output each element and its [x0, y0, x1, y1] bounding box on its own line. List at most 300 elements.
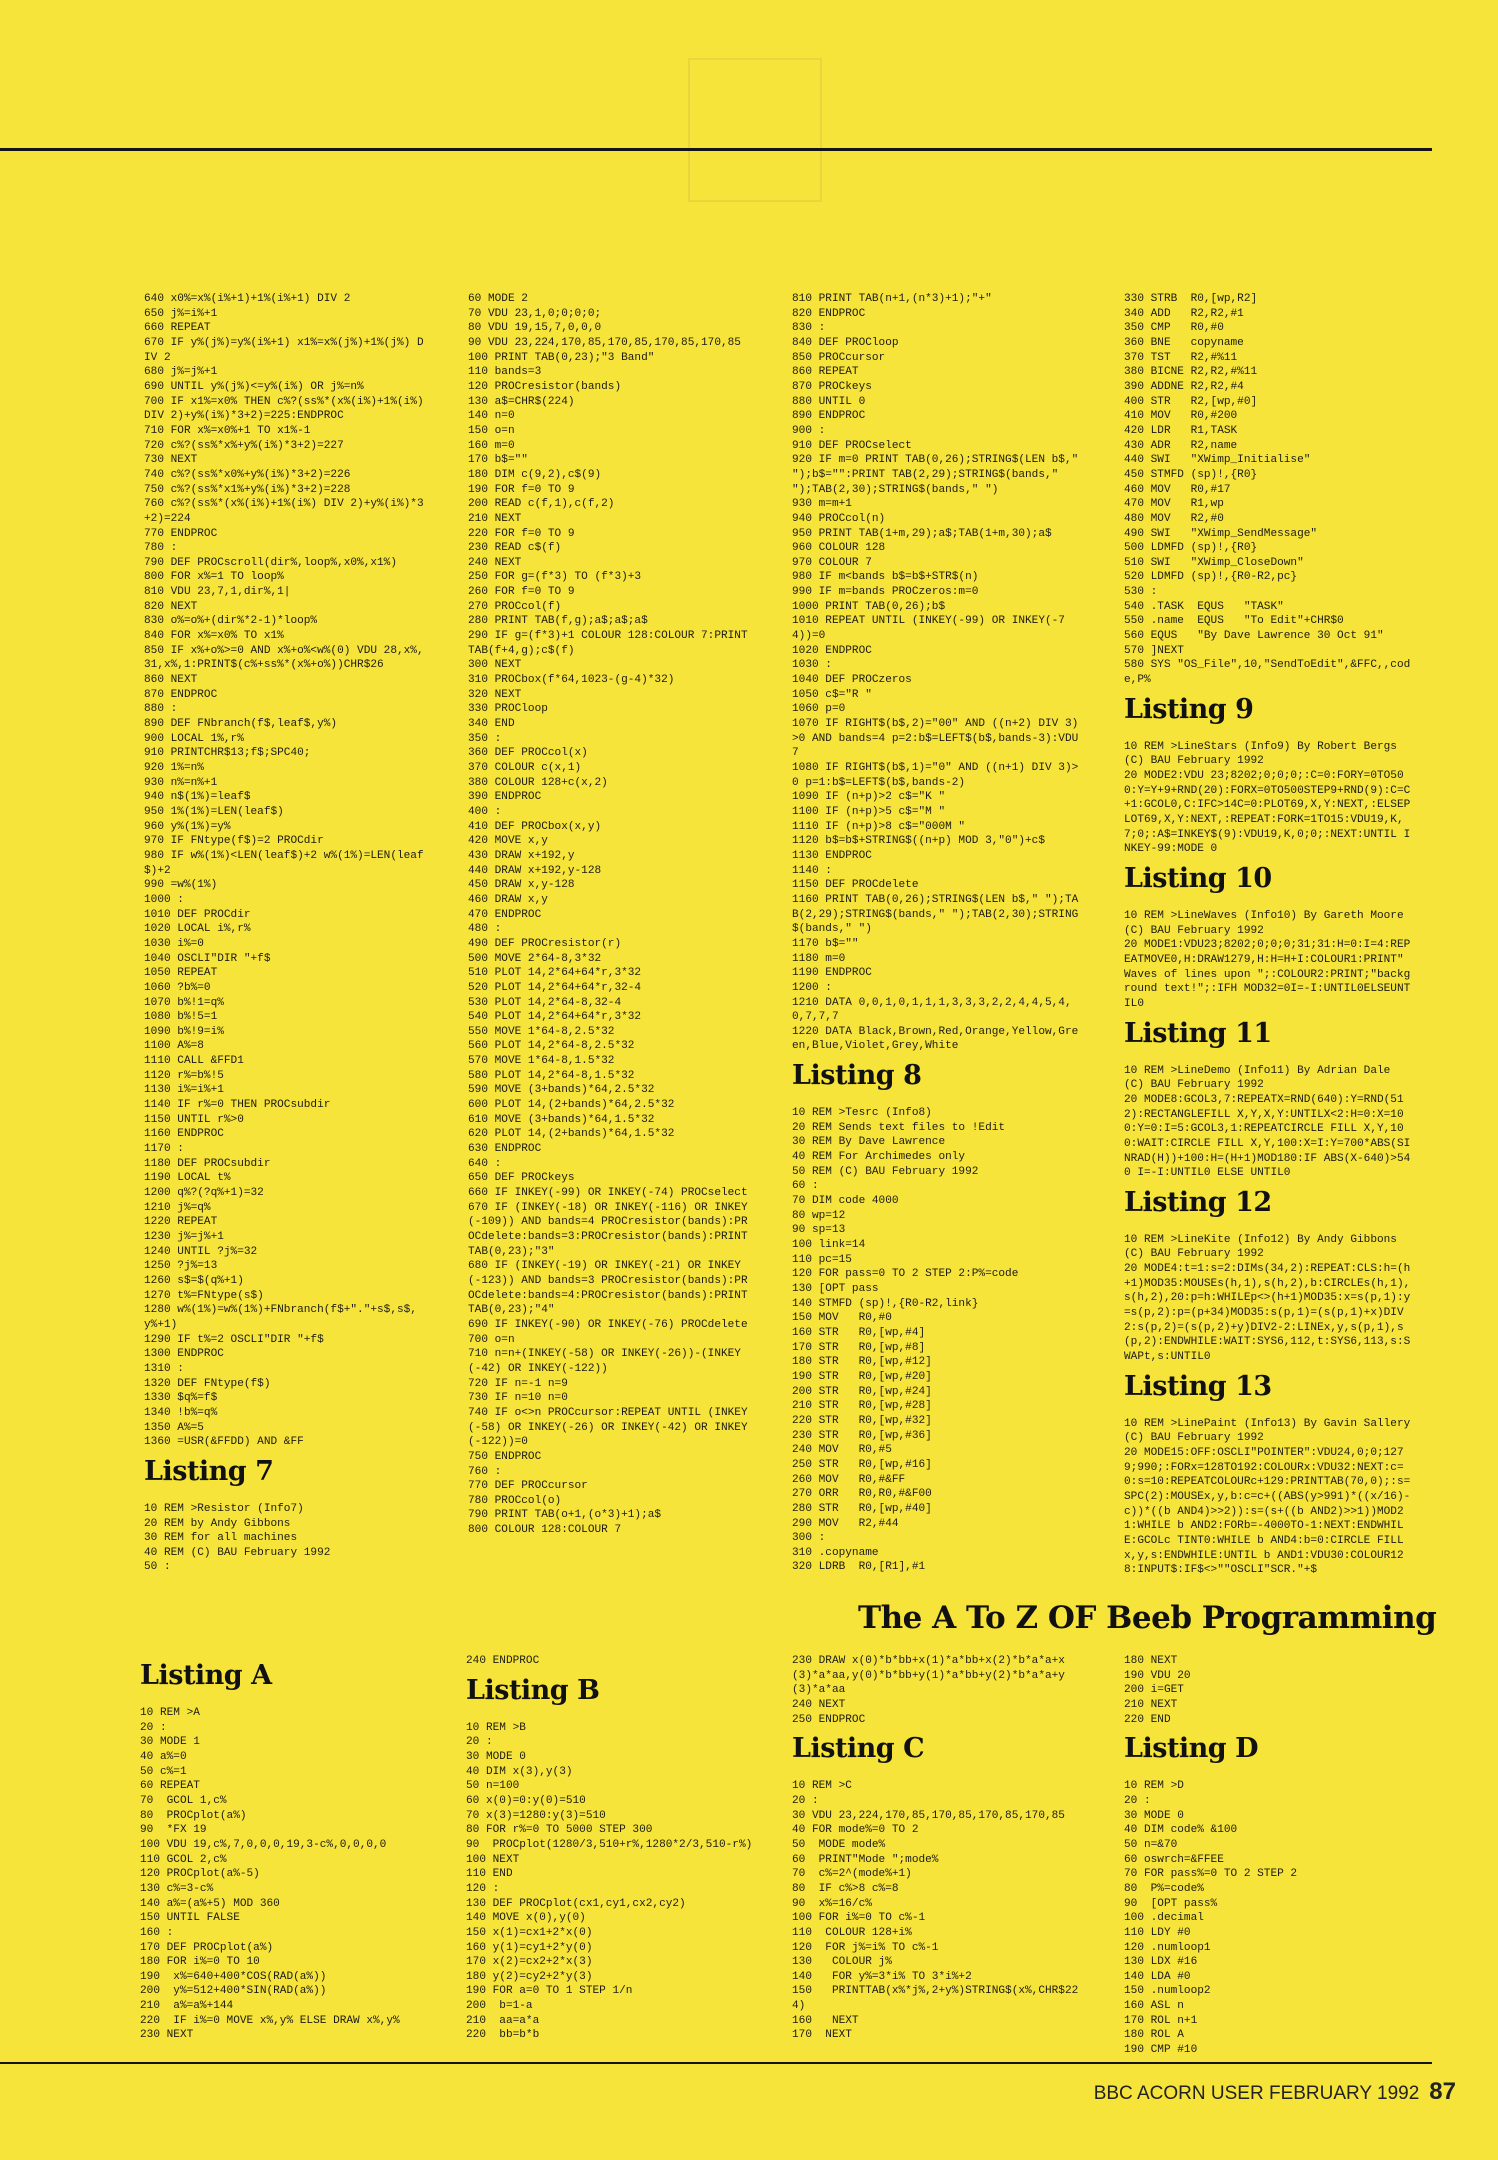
code-line: 290 MOV R2,#44 [792, 1517, 899, 1530]
code-line: 1070 b%!1=q% [144, 996, 224, 1009]
code-line: 410 MOV R0,#200 [1124, 410, 1238, 423]
code-line: 880 UNTIL 0 [792, 395, 866, 408]
code-line: 1020 LOCAL i%,r% [144, 923, 251, 936]
code-line: 1300 ENDPROC [144, 1348, 224, 1361]
code-line: 1150 UNTIL r%>0 [144, 1113, 244, 1126]
code-line: 120 .numloop1 [1124, 1941, 1211, 1954]
code-line: 340 ADD R2,R2,#1 [1124, 307, 1244, 320]
code-line: 1230 j%=j%+1 [144, 1231, 224, 1243]
code-line: 1100 A%=8 [144, 1040, 204, 1053]
code-line: 850 IF x%+o%>=0 AND x%+o%<w%(0) VDU 28,x%,31,x%,1:PRINT$(c%+ss%*(x%+o%))CHR$26 [144, 644, 424, 672]
code-line: 590 MOVE (3+bands)*64,2.5*32 [468, 1084, 655, 1097]
code-line: 300 NEXT [468, 659, 522, 672]
code-line: 1240 UNTIL ?j%=32 [144, 1245, 258, 1258]
code-line: 20 MODE1:VDU23;8202;0;0;0;31;31:H=0:I=4:REPEATMOVE0,H:DRAW1279,H:H=H+I:COLOUR1:PRINT" Waves of lines upon ";:COLOUR2:PRINT;"background text!";:IFH MOD32=0I=-I:UNTIL0ELSEUNTIL0 [1124, 939, 1417, 1010]
code-line: 760 c%?(ss%*(x%(i%)+1%(i%) DIV 2)+y%(i%)*3+2)=224 [144, 498, 424, 525]
footer-magazine: BBC ACORN USER FEBRUARY 1992 [1093, 2083, 1420, 2104]
code-line: 190 CMP #10 [1124, 2044, 1198, 2057]
code-line: 510 SWI "XWimp_CloseDown" [1124, 556, 1304, 569]
code-line: 1060 p=0 [792, 703, 846, 716]
code-line: 490 DEF PROCresistor(r) [468, 937, 622, 950]
code-line: 610 MOVE (3+bands)*64,1.5*32 [468, 1113, 655, 1126]
code-line: 860 REPEAT [792, 366, 859, 379]
code-line: 1180 m=0 [792, 952, 846, 965]
code-line: 110 GCOL 2,c% [140, 1853, 227, 1866]
code-line: 20 MODE4:t=1:s=2:DIMs(34,2):REPEAT:CLS:h=(h+1)MOD35:MOUSEs(h,1),s(h,2),b:CIRCLEs(h,1),s(h,2),20:p=h:WHILEp<>(h+1)MOD35:x=s(p,1):y=s(p,2):p=(p+34)MOD35:s(p,1)=(s(p,1)+x)DIV2:s(p,2)=(s(p,2)+y)DIV2-2:LINEx,y,s(p,1),s(p,2):ENDWHILE:WAIT:SYS6,112,t:SYS6,113,s:SWAPt,s:UNTIL0 [1124, 1263, 1411, 1364]
code-line: 150 .numloop2 [1124, 1985, 1211, 1998]
code-line: 430 DRAW x+192,y [468, 849, 575, 862]
code-line: 450 STMFD (sp)!,{R0} [1124, 468, 1258, 481]
code-line: 580 SYS "OS_File",10,"SendToEdit",&FFC,,code,P% [1124, 659, 1411, 687]
code-line: 150 x(1)=cx1+2*x(0) [466, 1926, 593, 1939]
code-line: 290 IF g=(f*3)+1 COLOUR 128:COLOUR 7:PRINT TAB(f+4,g);c$(f) [468, 630, 755, 657]
code-line: 100 FOR i%=0 TO c%-1 [792, 1912, 926, 1925]
code-line: 790 PRINT TAB(o+1,(o*3)+1);a$ [468, 1509, 662, 1522]
code-line: 530 : [1124, 586, 1158, 599]
code-line: 990 IF m=bands PROCzeros:m=0 [792, 586, 979, 599]
code-line: 640 : [468, 1157, 502, 1170]
code-line: 40 DIM code% &100 [1124, 1824, 1238, 1837]
code-line: 710 FOR x%=x0%+1 TO x1%-1 [144, 424, 311, 437]
code-line: 160 : [140, 1926, 174, 1939]
listing-heading: Listing B [466, 1674, 600, 1706]
listing-heading: Listing 13 [1124, 1370, 1272, 1402]
code-line: 20 REM Sends text files to !Edit [792, 1121, 1006, 1134]
code-line: 170 STR R0,[wp,#8] [792, 1341, 926, 1354]
code-line: 40 a%=0 [140, 1750, 187, 1763]
code-line: 1010 REPEAT UNTIL (INKEY(-99) OR INKEY(-74))=0 [792, 615, 1065, 643]
code-line: 230 READ c$(f) [468, 542, 562, 555]
code-line: 140 FOR y%=3*i% TO 3*i%+2 [792, 1970, 972, 1983]
code-line: 360 DEF PROCcol(x) [468, 747, 588, 760]
code-line: 10 REM >C [792, 1780, 852, 1793]
code-line: 770 ENDPROC [144, 527, 218, 540]
code-line: 540 .TASK EQUS "TASK" [1124, 600, 1284, 613]
code-line: 660 REPEAT [144, 322, 211, 335]
code-line: 1040 DEF PROCzeros [792, 674, 912, 687]
code-line: 110 bands=3 [468, 366, 542, 379]
code-line: 310 .copyname [792, 1546, 879, 1559]
code-line: 1160 ENDPROC [144, 1128, 224, 1141]
code-line: 160 ASL n [1124, 2000, 1184, 2013]
code-line: 280 PRINT TAB(f,g);a$;a$;a$ [468, 615, 648, 628]
code-line: 560 EQUS "By Dave Lawrence 30 Oct 91" [1124, 630, 1384, 643]
code-line: 830 o%=o%+(dir%*2-1)*loop% [144, 615, 318, 628]
code-line: 1000 : [144, 893, 184, 906]
code-line: 810 PRINT TAB(n+1,(n*3)+1);"+" [792, 293, 992, 305]
code-line: 10 REM >D [1124, 1780, 1184, 1793]
code-line: 50 n=100 [466, 1780, 520, 1793]
code-line: 10 REM >B [466, 1721, 526, 1734]
code-line: 80 PROCplot(a%) [140, 1809, 247, 1822]
code-line: 1090 IF (n+p)>2 c$="K " [792, 791, 946, 804]
code-line: 270 ORR R0,R0,#&F00 [792, 1488, 932, 1501]
code-line: 250 STR R0,[wp,#16] [792, 1458, 932, 1471]
code-line: 1110 CALL &FFD1 [144, 1055, 244, 1068]
code-line: 210 NEXT [1124, 1698, 1178, 1711]
code-line: 30 MODE 0 [466, 1750, 526, 1763]
code-line: 1180 DEF PROCsubdir [144, 1157, 271, 1170]
code-line: 840 FOR x%=x0% TO x1% [144, 630, 284, 643]
code-line: 580 PLOT 14,2*64-8,1.5*32 [468, 1069, 635, 1082]
code-line: 20 MODE15:OFF:OSCLI"POINTER":VDU24,0;0;1279;990;:FORx=128TO192:COLOURx:VDU32:NEXT:c=0:s=10:REPEATCOLOURc+129:PRINTTAB(70,0);:s=SPC(2):MOUSEx,y,b:c=c+((ABS(y>991)*((x/16)-c))*((b AND4)>>2)):s=(s+((b AND2)>>1))MOD21:WHILE b AND2:FORb=-4000TO-1:NEXT:ENDWHILE:GCOLc TINT0:WHILE b AND4:b=0:CIRCLE FILLx,y,s:ENDWHILE:UNTIL b AND1:VDU30:COLOUR128:INPUT$:IF$<>""OSCLI"SCR."+$ [1124, 1447, 1411, 1577]
code-line: 1250 ?j%=13 [144, 1260, 218, 1273]
code-line: 970 COLOUR 7 [792, 556, 872, 569]
code-line: 950 1%(1%)=LEN(leaf$) [144, 805, 284, 818]
code-line: 220 IF i%=0 MOVE x%,y% ELSE DRAW x%,y% [140, 2014, 400, 2027]
code-line: 330 PROCloop [468, 703, 548, 716]
code-line: 960 y%(1%)=y% [144, 820, 231, 833]
code-line: 440 SWI "XWimp_Initialise" [1124, 454, 1311, 467]
code-line: 220 bb=b*b [466, 2029, 540, 2042]
code-line: 1170 : [144, 1143, 184, 1156]
code-line: 520 PLOT 14,2*64+64*r,32-4 [468, 981, 642, 994]
code-line: 80 IF c%>8 c%=8 [792, 1882, 899, 1895]
code-line: 180 y(2)=cy2+2*y(3) [466, 1970, 593, 1983]
code-line: 420 MOVE x,y [468, 835, 548, 848]
code-line: 650 j%=i%+1 [144, 307, 218, 320]
code-line: 670 IF (INKEY(-18) OR INKEY(-116) OR INKEY(-109)) AND bands=4 PROCresistor(bands):PROCdelete:bands=3:PROCresistor(bands):PRINT TAB(0,23);"3" [468, 1201, 755, 1258]
code-line: 1010 DEF PROCdir [144, 908, 251, 921]
code-line: 1050 REPEAT [144, 967, 218, 980]
code-line: 120 FOR j%=i% TO c%-1 [792, 1941, 939, 1954]
code-line: 240 ENDPROC [466, 1655, 540, 1667]
code-line: 480 : [468, 923, 502, 936]
column-top-4 [1124, 292, 1417, 1578]
code-line: 200 y%=512+400*SIN(RAD(a%)) [140, 1985, 327, 1998]
code-line: 990 =w%(1%) [144, 879, 218, 892]
code-line: 1170 b$="" [792, 937, 859, 950]
code-line: 840 DEF PROCloop [792, 336, 899, 349]
code-line: 140 LDA #0 [1124, 1970, 1191, 1983]
code-line: 120 FOR pass=0 TO 2 STEP 2:P%=code [792, 1268, 1019, 1281]
code-line: 1050 c$="R " [792, 688, 872, 701]
code-line: 540 PLOT 14,2*64+64*r,3*32 [468, 1011, 642, 1024]
code-line: 470 ENDPROC [468, 908, 542, 921]
code-line: 40 DIM x(3),y(3) [466, 1765, 573, 1778]
code-line: 1260 s$=$(q%+1) [144, 1274, 244, 1287]
column-bottom-4 [1124, 1654, 1414, 2058]
code-line: 1040 OSCLI"DIR "+f$ [144, 952, 271, 965]
code-line: 70 x(3)=1280:y(3)=510 [466, 1809, 606, 1822]
code-line: 870 PROCkeys [792, 380, 872, 393]
code-line: 650 DEF PROCkeys [468, 1172, 575, 1185]
code-line: 180 DIM c(9,2),c$(9) [468, 468, 602, 481]
code-line: 1130 ENDPROC [792, 849, 872, 862]
listing-heading: Listing 7 [144, 1455, 274, 1487]
bottom-rule [0, 2062, 1432, 2064]
code-line: 980 IF w%(1%)<LEN(leaf$)+2 w%(1%)=LEN(leaf$)+2 [144, 849, 424, 877]
listing-heading: Listing D [1124, 1733, 1258, 1765]
code-line: 230 NEXT [140, 2029, 194, 2042]
code-line: 90 VDU 23,224,170,85,170,85,170,85,170,85 [468, 336, 741, 349]
code-line: 50 n=&70 [1124, 1838, 1178, 1851]
code-line: 890 DEF FNbranch(f$,leaf$,y%) [144, 718, 338, 731]
code-line: 460 MOV R0,#17 [1124, 483, 1231, 496]
code-line: 40 FOR mode%=0 TO 2 [792, 1824, 919, 1837]
code-line: 30 REM By Dave Lawrence [792, 1136, 946, 1149]
code-line: 410 DEF PROCbox(x,y) [468, 820, 602, 833]
code-line: 700 IF x1%=x0% THEN c%?(ss%*(x%(i%)+1%(i%) DIV 2)+y%(i%)*3+2)=225:ENDPROC [144, 395, 431, 423]
code-line: 100 PRINT TAB(0,23);"3 Band" [468, 351, 655, 364]
code-line: 1060 ?b%=0 [144, 981, 211, 994]
code-line: 380 COLOUR 128+c(x,2) [468, 776, 608, 789]
code-line: 1290 IF t%=2 OSCLI"DIR "+f$ [144, 1333, 324, 1346]
code-line: 130 c%=3-c% [140, 1882, 214, 1895]
code-line: 460 DRAW x,y [468, 893, 548, 906]
code-line: 310 PROCbox(f*64,1023-(g-4)*32) [468, 674, 675, 687]
code-line: 390 ADDNE R2,R2,#4 [1124, 380, 1244, 393]
code-line: 160 STR R0,[wp,#4] [792, 1326, 926, 1339]
code-line: 550 MOVE 1*64-8,2.5*32 [468, 1025, 615, 1038]
code-line: 20 REM by Andy Gibbons [144, 1517, 291, 1530]
code-line: 130 DEF PROCplot(cx1,cy1,cx2,cy2) [466, 1897, 686, 1910]
code-line: 270 PROCcol(f) [468, 600, 562, 613]
code-line: 820 ENDPROC [792, 307, 866, 320]
code-line: 280 STR R0,[wp,#40] [792, 1502, 932, 1515]
code-line: 1150 DEF PROCdelete [792, 879, 919, 892]
code-line: 380 BICNE R2,R2,#%11 [1124, 366, 1258, 379]
code-line: 820 NEXT [144, 600, 198, 613]
code-line: 1080 b%!5=1 [144, 1011, 218, 1024]
code-line: 150 PRINTTAB(x%*j%,2+y%)STRING$(x%,CHR$224) [792, 1985, 1079, 2013]
code-line: 1210 j%=q% [144, 1201, 211, 1214]
code-line: 240 NEXT [792, 1698, 846, 1711]
code-line: 1280 w%(1%)=w%(1%)+FNbranch(f$+"."+s$,s$,y%+1) [144, 1304, 417, 1331]
code-line: 1310 : [144, 1362, 184, 1375]
code-line: 190 VDU 20 [1124, 1669, 1191, 1682]
code-line: 190 FOR f=0 TO 9 [468, 483, 575, 496]
code-line: 830 : [792, 322, 826, 335]
code-line: 740 IF o<>n PROCcursor:REPEAT UNTIL (INKEY(-58) OR INKEY(-26) OR INKEY(-42) OR INKEY(-122))=0 [468, 1406, 748, 1449]
listing-heading: Listing C [792, 1733, 925, 1765]
code-line: 40 REM (C) BAU February 1992 [144, 1546, 331, 1559]
code-line: 490 SWI "XWimp_SendMessage" [1124, 527, 1318, 540]
code-line: 1100 IF (n+p)>5 c$="M " [792, 805, 946, 818]
code-line: 1120 b$=b$+STRING$((n+p) MOD 3,"0")+c$ [792, 835, 1045, 848]
code-line: 190 x%=640+400*COS(RAD(a%)) [140, 1970, 327, 1983]
code-line: 370 TST R2,#%11 [1124, 351, 1238, 364]
code-line: 250 ENDPROC [792, 1713, 866, 1726]
code-line: 900 LOCAL 1%,r% [144, 732, 244, 745]
code-line: 700 o=n [468, 1333, 515, 1346]
code-line: 250 FOR g=(f*3) TO (f*3)+3 [468, 571, 642, 584]
code-line: 50 REM (C) BAU February 1992 [792, 1165, 979, 1178]
code-line: 170 DEF PROCplot(a%) [140, 1941, 274, 1954]
code-line: 180 STR R0,[wp,#12] [792, 1356, 932, 1369]
code-line: 560 PLOT 14,2*64-8,2.5*32 [468, 1040, 635, 1053]
code-line: 200 READ c(f,1),c(f,2) [468, 498, 615, 511]
page-footer [1094, 2078, 1456, 2106]
code-line: 10 REM >Resistor (Info7) [144, 1502, 304, 1515]
code-line: 260 FOR f=0 TO 9 [468, 586, 575, 599]
code-line: 350 CMP R0,#0 [1124, 322, 1224, 335]
code-line: 320 NEXT [468, 688, 522, 701]
code-line: 230 DRAW x(0)*b*bb+x(1)*a*bb+x(2)*b*a*a+x(3)*a*aa,y(0)*b*bb+y(1)*a*bb+y(2)*b*a*a+y(3)*a*aa [792, 1655, 1065, 1697]
code-line: 220 END [1124, 1713, 1171, 1726]
code-line: 80 VDU 19,15,7,0,0,0 [468, 322, 602, 335]
code-line: 30 VDU 23,224,170,85,170,85,170,85,170,85 [792, 1809, 1065, 1822]
code-line: 1110 IF (n+p)>8 c$="000M " [792, 820, 966, 833]
code-line: 1190 ENDPROC [792, 967, 872, 980]
code-line: 1320 DEF FNtype(f$) [144, 1377, 271, 1390]
code-line: 230 STR R0,[wp,#36] [792, 1429, 932, 1442]
code-line: 50 MODE mode% [792, 1838, 886, 1851]
code-line: 130 LDX #16 [1124, 1956, 1198, 1969]
listing-heading: Listing 10 [1124, 862, 1272, 894]
code-line: 80 wp=12 [792, 1209, 846, 1222]
code-line: 10 REM >A [140, 1707, 200, 1719]
code-line: 690 IF INKEY(-90) OR INKEY(-76) PROCdelete [468, 1318, 748, 1331]
code-line: 1080 IF RIGHT$(b$,1)="0" AND ((n+1) DIV 3)>0 p=1:b$=LEFT$(b$,bands-2) [792, 762, 1079, 789]
code-line: 30 MODE 0 [1124, 1809, 1184, 1822]
code-line: 420 LDR R1,TASK [1124, 424, 1238, 437]
code-line: 20 : [1124, 1794, 1151, 1807]
code-line: 60 PRINT"Mode ";mode% [792, 1853, 939, 1866]
code-line: 730 NEXT [144, 454, 198, 467]
code-line: 800 FOR x%=1 TO loop% [144, 571, 284, 584]
code-line: 510 PLOT 14,2*64+64*r,3*32 [468, 967, 642, 980]
code-line: 170 b$="" [468, 454, 528, 467]
code-line: 950 PRINT TAB(1+m,29);a$;TAB(1+m,30);a$ [792, 527, 1052, 540]
code-line: 690 UNTIL y%(j%)<=y%(i%) OR j%=n% [144, 380, 364, 393]
code-line: 20 MODE8:GCOL3,7:REPEATX=RND(640):Y=RND(512):RECTANGLEFILL X,Y,X,Y:UNTILX<2:H=0:X=100:Y=0:I=5:GCOL3,1:REPEATCIRCLE FILL X,Y,100:WAIT:CIRCLE FILL X,Y,100:X=I:Y=700*ABS(SINRAD(H))+100:H=(H+1)MOD180:IF ABS(X-640)>540 I=-I:UNTIL0 ELSE UNTIL0 [1124, 1093, 1411, 1180]
code-line: 70 FOR pass%=0 TO 2 STEP 2 [1124, 1868, 1298, 1881]
background-image-ghost [688, 58, 822, 202]
code-line: 10 REM >LineKite (Info12) By Andy Gibbons (C) BAU February 1992 [1124, 1233, 1404, 1261]
code-line: 10 REM >LineWaves (Info10) By Gareth Moore (C) BAU February 1992 [1124, 909, 1411, 937]
code-line: 440 DRAW x+192,y-128 [468, 864, 602, 877]
code-line: 500 LDMFD (sp)!,{R0} [1124, 542, 1258, 555]
code-line: 470 MOV R1,wp [1124, 498, 1224, 511]
code-line: 680 IF (INKEY(-19) OR INKEY(-21) OR INKEY(-123)) AND bands=3 PROCresistor(bands):PROCdelete:bands=4:PROCresistor(bands):PRINT TAB(0,23);"4" [468, 1260, 755, 1317]
code-line: 750 ENDPROC [468, 1450, 542, 1463]
code-line: 930 n%=n%+1 [144, 776, 218, 789]
code-line: 1120 r%=b%!5 [144, 1069, 224, 1082]
code-line: 80 FOR r%=0 TO 5000 STEP 300 [466, 1824, 653, 1837]
code-line: 60 oswrch=&FFEE [1124, 1853, 1224, 1866]
code-line: 170 NEXT [792, 2029, 852, 2042]
code-line: 210 aa=a*a [466, 2014, 540, 2027]
code-line: 940 PROCcol(n) [792, 512, 886, 525]
code-line: 140 MOVE x(0),y(0) [466, 1912, 586, 1925]
code-line: 770 DEF PROCcursor [468, 1480, 588, 1493]
code-line: 160 y(1)=cy1+2*y(0) [466, 1941, 593, 1954]
code-line: 480 MOV R2,#0 [1124, 512, 1224, 525]
code-line: 890 ENDPROC [792, 410, 866, 423]
code-line: 50 c%=1 [140, 1765, 187, 1778]
code-line: 1210 DATA 0,0,1,0,1,1,1,3,3,3,2,2,4,4,5,4,0,7,7,7 [792, 996, 1072, 1024]
code-line: 330 STRB R0,[wp,R2] [1124, 293, 1258, 305]
code-line: 170 x(2)=cx2+2*x(3) [466, 1956, 593, 1969]
code-line: 60 x(0)=0:y(0)=510 [466, 1794, 586, 1807]
section-banner: The A To Z OF Beeb Programming [858, 1600, 1437, 1636]
code-line: 1000 PRINT TAB(0,26);b$ [792, 600, 946, 613]
code-line: 570 ]NEXT [1124, 644, 1184, 657]
code-line: 660 IF INKEY(-99) OR INKEY(-74) PROCselect [468, 1187, 748, 1200]
code-line: 20 MODE2:VDU 23;8202;0;0;0;:C=0:FORY=0TO500:Y=Y+9+RND(20):FORX=0TO500STEP9+RND(9):C=C+1:GCOL0,C:IFC>14C=0:PLOT69,X,Y:NEXT,:ELSEPLOT69,X,Y:NEXT,:REPEAT:FORK=1TO15:VDU19,K,7;0;:A$=INKEY$(9):VDU19,K,0;0;:NEXT:UNTIL INKEY-99:MODE 0 [1124, 770, 1411, 856]
code-line: 240 MOV R0,#5 [792, 1444, 892, 1457]
code-line: 570 MOVE 1*64-8,1.5*32 [468, 1055, 615, 1068]
code-line: 1020 ENDPROC [792, 644, 872, 657]
code-line: 110 pc=15 [792, 1253, 852, 1266]
code-line: 600 PLOT 14,(2+bands)*64,2.5*32 [468, 1099, 675, 1112]
code-line: 180 NEXT [1124, 1655, 1178, 1667]
code-line: 1130 i%=i%+1 [144, 1084, 224, 1097]
page-number: 87 [1429, 2078, 1456, 2105]
code-line: 70 c%=2^(mode%+1) [792, 1868, 912, 1881]
column-top-3 [792, 292, 1085, 1575]
code-line: 1200 q%?(?q%+1)=32 [144, 1187, 264, 1200]
code-line: 730 IF n=10 n=0 [468, 1392, 568, 1405]
code-line: 790 DEF PROCscroll(dir%,loop%,x0%,x1%) [144, 556, 397, 569]
code-line: 40 REM For Archimedes only [792, 1151, 966, 1164]
code-line: 240 NEXT [468, 556, 522, 569]
code-line: 260 MOV R0,#&FF [792, 1473, 906, 1486]
code-line: 1220 DATA Black,Brown,Red,Orange,Yellow,Green,Blue,Violet,Grey,White [792, 1025, 1079, 1053]
code-line: 810 VDU 23,7,1,dir%,1| [144, 586, 291, 599]
code-line: 120 PROCplot(a%-5) [140, 1868, 260, 1881]
code-line: 710 n=n+(INKEY(-58) OR INKEY(-26))-(INKEY(-42) OR INKEY(-122)) [468, 1348, 741, 1375]
column-bottom-2 [466, 1654, 756, 2043]
code-line: 90 PROCplot(1280/3,510+r%,1280*2/3,510-r%) [466, 1838, 753, 1851]
code-line: 850 PROCcursor [792, 351, 886, 364]
code-line: 550 .name EQUS "To Edit"+CHR$0 [1124, 615, 1344, 628]
listing-heading: Listing 9 [1124, 693, 1254, 725]
code-line: 220 STR R0,[wp,#32] [792, 1414, 932, 1427]
code-line: 140 STMFD (sp)!,{R0-R2,link} [792, 1297, 979, 1310]
code-line: 180 ROL A [1124, 2029, 1184, 2042]
code-line: 150 o=n [468, 424, 515, 437]
code-line: 1190 LOCAL t% [144, 1172, 231, 1185]
code-line: 780 : [144, 542, 178, 555]
code-line: 200 b=1-a [466, 2000, 533, 2013]
code-line: 70 GCOL 1,c% [140, 1794, 227, 1807]
code-line: 70 DIM code 4000 [792, 1195, 899, 1208]
code-line: 210 NEXT [468, 512, 522, 525]
code-line: 800 COLOUR 128:COLOUR 7 [468, 1524, 622, 1537]
code-line: 110 COLOUR 128+i% [792, 1926, 912, 1939]
code-line: 90 *FX 19 [140, 1824, 207, 1837]
listing-heading: Listing A [140, 1660, 272, 1691]
code-line: 630 ENDPROC [468, 1143, 542, 1156]
code-line: 180 FOR i%=0 TO 10 [140, 1956, 260, 1969]
code-line: 130 [OPT pass [792, 1283, 879, 1295]
code-line: 1030 i%=0 [144, 937, 204, 950]
code-line: 880 : [144, 703, 178, 716]
code-line: 910 PRINTCHR$13;f$;SPC40; [144, 747, 311, 760]
code-line: 130 COLOUR j% [792, 1956, 892, 1969]
code-line: 100 VDU 19,c%,7,0,0,0,19,3-c%,0,0,0,0 [140, 1838, 387, 1851]
code-line: 90 sp=13 [792, 1224, 846, 1237]
listing-heading: Listing 11 [1124, 1017, 1272, 1049]
column-top-1 [144, 292, 431, 1575]
code-line: 1140 IF r%=0 THEN PROCsubdir [144, 1099, 331, 1112]
listing-heading: Listing 12 [1124, 1186, 1272, 1218]
code-line: 940 n$(1%)=leaf$ [144, 791, 251, 804]
code-line: 60 : [792, 1180, 819, 1193]
code-line: 450 DRAW x,y-128 [468, 879, 575, 892]
code-line: 900 : [792, 424, 826, 437]
code-line: 90 [OPT pass% [1124, 1897, 1218, 1910]
code-line: 400 : [468, 805, 502, 818]
code-line: 390 ENDPROC [468, 791, 542, 804]
code-line: 680 j%=j%+1 [144, 366, 218, 379]
column-top-2 [468, 292, 755, 1538]
code-line: 920 IF m=0 PRINT TAB(0,26);STRING$(LEN b$," ");b$="":PRINT TAB(2,29);STRING$(bands," ");TAB(2,30);STRING$(bands," ") [792, 454, 1085, 496]
code-line: 530 PLOT 14,2*64-8,32-4 [468, 996, 622, 1009]
code-line: 60 REPEAT [140, 1780, 200, 1793]
